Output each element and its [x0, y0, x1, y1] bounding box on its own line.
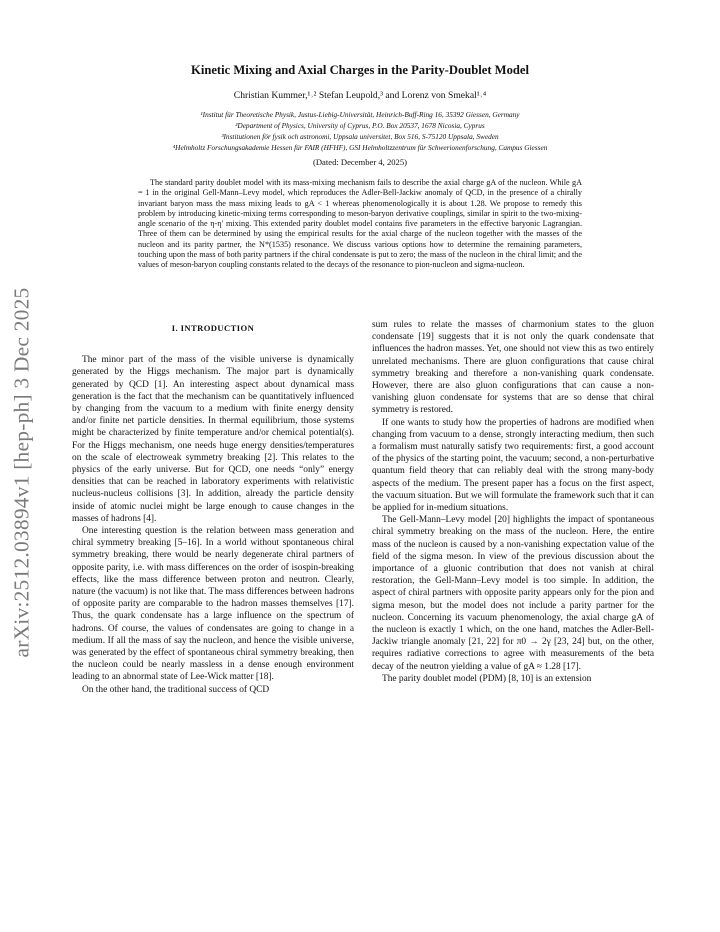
- body-paragraph: sum rules to relate the masses of charmonium states to the gluon condensate [19] suggests that it is not only the quark condensate that influences the hadron masses. Yet, one should not view this as two entirely unrelated mechanisms. There are gluon configurations that cause chiral symmetry breaking and therefore a non-vanishing quark condensate. However, there are also gluon configurations that can cause a non-vanishing gluon condensate for systems that are so dense that chiral symmetry is restored.: [372, 320, 654, 416]
- right-column: [372, 319, 654, 685]
- body-paragraph: The Gell-Mann–Levy model [20] highlights the impact of spontaneous chiral symmetry breaking on the mass of the nucleon. Here, the entire mass of the nucleon is caused by a non-vanishing expectation value of the field of the sigma meson. In view of the previous discussion about the importance of a gluonic contribution that does not vanish at chiral restoration, the Gell-Mann–Levy model is too simple. In addition, the aspect of chiral partners with opposite parity appears only for the pion and sigma meson, but the model does not include a parity partner for the nucleon. Concerning its vacuum phenomenology, the axial charge gA of the nucleon is exactly 1 which, on the one hand, matches the Adler-Bell-Jackiw triangle anomaly [21, 22] for π0 → 2γ [23, 24] but, on the other, requires radiative corrections to agree with measurements of the beta decay of the neutron yielding a value of gA ≈ 1.28 [17].: [372, 515, 654, 672]
- arxiv-stamp-text: arXiv:2512.03894v1 [hep-ph] 3 Dec 2025: [9, 286, 34, 658]
- arxiv-identifier-stamp: [2, 262, 42, 682]
- left-column: [72, 318, 354, 696]
- affiliation-1: ¹Institut für Theoretische Physik, Justus-Liebig-Universität, Heinrich-Buff-Ring 16, 35392 Giessen, Germany: [200, 110, 520, 119]
- affiliation-3: ³Institutionen för fysik och astronomi, Uppsala universitet, Box 516, S-75120 Uppsala, Sweden: [221, 132, 499, 141]
- body-paragraph: The minor part of the mass of the visible universe is dynamically generated by the Higgs mechanism. The major part is dynamically generated by QCD [1]. An interesting aspect about dynamical mass generation is the fact that the mechanism can be quantitatively influenced by changing from the vacuum to a medium with finite energy density and/or finite net particle densities. In thermal equilibrium, those systems might be characterized by finite temperature and/or chemical potential(s). For the Higgs mechanism, one needs huge energy densities/temperatures on the scale of electroweak symmetry breaking [2]. This relates to the physics of the early universe. But for QCD, one needs “only” energy densities that can be reached in laboratory experiments with relativistic nucleus-nucleus collisions [3]. In addition, already the particle density inside of atomic nuclei might be large enough to cause changes in the masses of hadrons [4].: [72, 355, 354, 524]
- abstract: The standard parity doublet model with its mass-mixing mechanism fails to describe the axial charge gA of the nucleon. While gA = 1 in the original Gell-Mann–Levy model, which reproduces the Adler-Bell-Jackiw anomaly of QCD, in the presence of a chirally invariant baryon mass the mass mixing leads to gA < 1 whereas phenomenologically it is about 1.28. We propose to remedy this problem by introducing kinetic-mixing terms corresponding to meson-baryon derivative couplings, similar in spirit to the two-mixing-angle scenario of the η-η′ mixing. This extended parity doublet model contains five parameters in the effective baryonic Lagrangian. Three of them can be determined by using the empirical results for the axial charge of the nucleon together with the masses of the nucleon and its parity partner, the N*(1535) resonance. We discuss various options how to determine the remaining parameters, touching upon the mass of both parity partners if the chiral condensate is put to zero; the mass of the nucleon in the chiral limit; and the values of meson-baryon coupling constants related to the decays of the resonance to pion-nucleon and sigma-nucleon.: [138, 178, 582, 270]
- affiliation-2: ²Department of Physics, University of Cyprus, P.O. Box 20537, 1678 Nicosia, Cyprus: [235, 121, 485, 130]
- body-paragraph: One interesting question is the relation between mass generation and chiral symmetry breaking [5–16]. In a world without spontaneous chiral symmetry breaking, there would be nearly degenerate chiral partners of opposite parity, i.e. with mass differences on the order of isospin-breaking effects, like the mass difference between proton and neutron. Clearly, nature (the vacuum) is not like that. The mass differences between hadrons of opposite parity are comparable to the hadron masses themselves [17]. Thus, the quark condensate has a large influence on the spectrum of hadrons. Of course, the values of condensates are going to change in a medium. If all the mass of say the nucleon, and hence the visible universe, was generated by the effect of spontaneous chiral symmetry breaking, then the nucleon could be nearly massless in a dense enough environment leading to an abnormal state of Lee-Wick matter [18].: [72, 526, 354, 683]
- date-line: (Dated: December 4, 2025): [312, 157, 407, 167]
- author-list: Christian Kummer,¹˒² Stefan Leupold,³ and Lorenz von Smekal¹˒⁴: [233, 90, 487, 101]
- body-paragraph: On the other hand, the traditional success of QCD: [82, 684, 270, 695]
- section-heading: I. INTRODUCTION: [171, 323, 255, 333]
- body-paragraph: If one wants to study how the properties of hadrons are modified when changing from vacuum to a dense, strongly interacting medium, then such a formalism must naturally satisfy two requirements: first, a good account of the physics of the starting point, the vacuum; second, a non-perturbative quantum field theory that can reliably deal with the strong many-body aspects of the medium. The present paper has a focus on the first aspect, the vacuum situation. But we will formulate the framework such that it can be applied for in-medium situations.: [372, 417, 654, 514]
- affiliation-4: ⁴Helmholtz Forschungsakademie Hessen für FAIR (HFHF), GSI Helmholtzzentrum für Schwerionenforschung, Campus Giessen: [172, 143, 548, 152]
- body-paragraph: The parity doublet model (PDM) [8, 10] is an extension: [382, 673, 592, 684]
- paper-title: Kinetic Mixing and Axial Charges in the Parity-Doublet Model: [191, 63, 529, 77]
